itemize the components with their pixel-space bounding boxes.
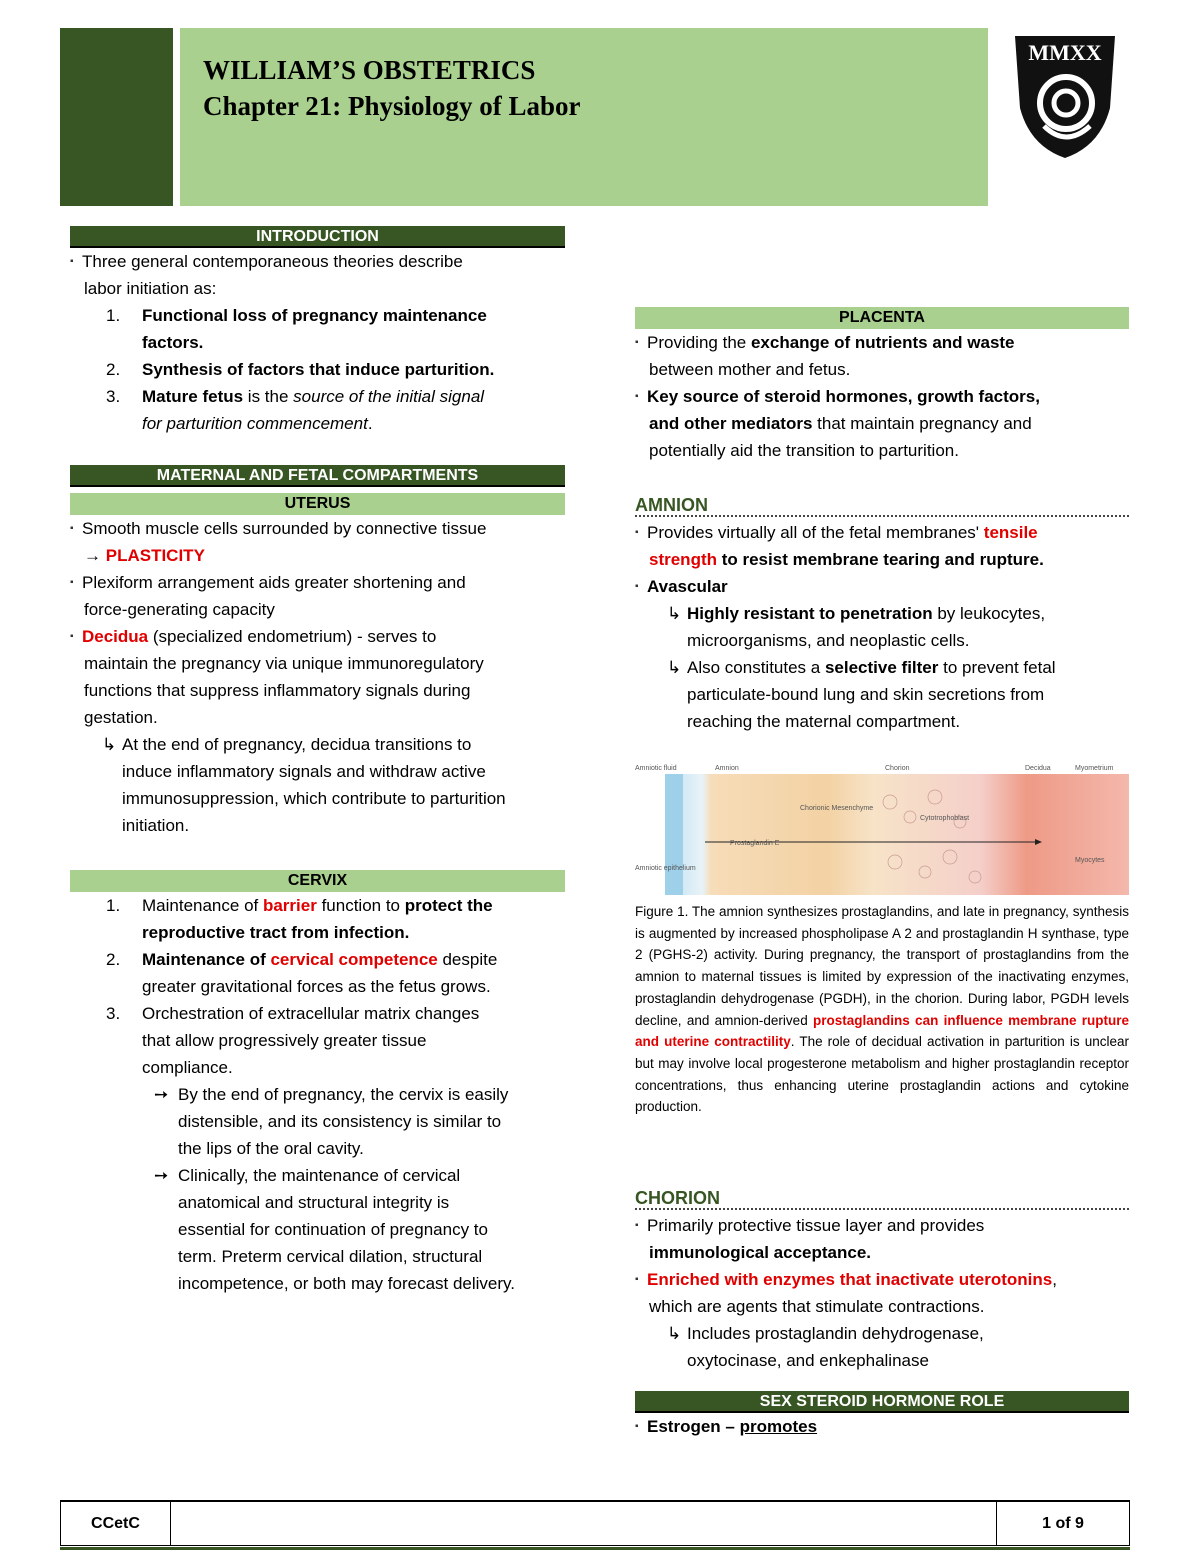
chorion-bullet-1: ▪ Primarily protective tissue layer and provides [635,1212,1129,1239]
cervix-sub-2-l3: essential for continuation of pregnancy to [178,1220,488,1239]
uterus-b3-line3: functions that suppress inflammatory signals during [84,681,471,700]
cervix-item-1-cont: reproductive tract from infection. [142,923,410,942]
uterus-bullet-2: ▪ Plexiform arrangement aids greater shortening and [70,569,565,596]
cervix-item-3-l2: that allow progressively greater tissue [142,1031,427,1050]
uterus-bullet-2-cont: force-generating capacity [84,600,275,619]
chorion-bullet-2: ▪ Enriched with enzymes that inactivate uterotonins, [635,1266,1129,1293]
label-myometrium: Myometrium [1075,765,1114,772]
uterus-sub-4: initiation. [122,816,190,835]
svg-text:MMXX: MMXX [1028,40,1102,65]
intro-item-3: 3. Mature fetus is the source of the initial signal [106,387,485,406]
header-dark-block [60,28,173,206]
label-cytotrophoblast: Cytotrophoblast [920,815,970,822]
cervix-item-3: 3. Orchestration of extracellular matrix changes [106,1004,480,1023]
amnion-heading: AMNION [635,492,1129,519]
cervix-sub-1: ➙ By the end of pregnancy, the cervix is easily [154,1085,509,1104]
cervix-item-3-l3: compliance. [142,1058,233,1077]
cervix-sub-1-l2: distensible, and its consistency is similar to [178,1112,502,1131]
introduction-heading: INTRODUCTION [70,226,565,248]
cervix-item-2: 2. Maintenance of cervical competence despite [106,950,498,969]
right-column-bottom [635,1185,1129,1440]
cervix-item-1: 1. Maintenance of barrier function to protect the [106,896,493,915]
placenta-heading: PLACENTA [635,307,1129,329]
label-amniotic-epithelium: Amniotic epithelium [635,865,696,872]
right-column-top [635,307,1129,735]
placenta-bullet-1: ▪ Providing the exchange of nutrients and waste [635,329,1129,356]
chorion-heading: CHORION [635,1185,1129,1212]
amnion-sub-1: ↳ Highly resistant to penetration by leukocytes, [667,604,1046,623]
label-amniotic-fluid: Amniotic fluid [635,765,677,772]
uterus-bullet-1: ▪ Smooth muscle cells surrounded by connective tissue [70,515,565,542]
label-chorion: Chorion [885,765,910,772]
amnion-bullet-1-cont: strength to resist membrane tearing and rupture. [649,550,1044,569]
amnion-bullet-2: ▪ Avascular [635,573,1129,600]
placenta-bullet-2-cont: and other mediators that maintain pregnancy and [649,414,1032,433]
placenta-bullet-2-l3: potentially aid the transition to parturition. [649,441,959,460]
placenta-bullet-2: ▪ Key source of steroid hormones, growth factors, [635,383,1129,410]
footer [60,1502,1130,1546]
amnion-sub-2-l3: reaching the maternal compartment. [687,712,961,731]
label-decidua: Decidua [1025,765,1051,772]
uterus-b3-line4: gestation. [84,708,158,727]
tissue-layers [665,774,1129,895]
uterus-bullet-3: ▪ Decidua (specialized endometrium) - serves to [70,623,565,650]
label-prostaglandin: Prostaglandin E [730,840,780,847]
uterus-sub-3: immunosuppression, which contribute to parturition [122,789,506,808]
label-myocytes: Myocytes [1075,857,1105,864]
placenta-bullet-1-cont: between mother and fetus. [649,360,851,379]
chorion-sub-1: ↳ Includes prostaglandin dehydrogenase, [667,1324,984,1343]
cervix-sub-2-l4: term. Preterm cervical dilation, structural [178,1247,483,1266]
intro-item-3-cont: for parturition commencement. [142,414,373,433]
cervix-sub-1-l3: the lips of the oral cavity. [178,1139,364,1158]
footer-accent-bar [60,1547,1130,1550]
cervix-sub-2-l2: anatomical and structural integrity is [178,1193,450,1212]
uterus-heading: UTERUS [70,493,565,515]
amnion-sub-2: ↳ Also constitutes a selective filter to prevent fetal [667,658,1056,677]
intro-item-1: 1. Functional loss of pregnancy maintenance [106,306,487,325]
cervix-heading: CERVIX [70,870,565,892]
cervix-sub-2: ➙ Clinically, the maintenance of cervical [154,1166,461,1185]
uterus-b3-line2: maintain the pregnancy via unique immunoregulatory [84,654,484,673]
amnion-sub-2-l2: particulate-bound lung and skin secretions from [687,685,1045,704]
intro-item-1-cont: factors. [142,333,204,352]
chorion-bullet-2-cont: which are agents that stimulate contractions. [649,1297,985,1316]
header-title [203,52,581,124]
amniotic-fluid-band [665,774,683,895]
chorion-bullet-1-cont: immunological acceptance. [649,1243,872,1262]
uterus-sub-1: ↳ At the end of pregnancy, decidua transitions to [102,735,472,754]
chapter-title: Chapter 21: Physiology of Labor [203,91,581,121]
left-column [70,226,565,1297]
page-number: 1 of 9 [996,1502,1129,1546]
book-title: WILLIAM’S OBSTETRICS [203,55,536,85]
membrane-figure [635,762,1129,895]
uterus-plasticity: → PLASTICITY [84,546,205,565]
intro-lead: ▪ Three general contemporaneous theories describe [70,248,565,275]
sex-steroid-heading: SEX STEROID HORMONE ROLE [635,1391,1129,1413]
figure-caption: Figure 1. The amnion synthesizes prostaglandins, and late in pregnancy, synthesis is augmented by increased phospholipase A 2 and prostaglandin H synthase, type 2 (PGHS-2) activity. During pregnancy, the transport of prostaglandins from the amnion to maternal tissues is limited by expression of the inactivating enzymes, prostaglandin dehydrogenase (PGDH), in the chorion. During labor, PGDH levels decline, and amnion-derived prostaglandins can influence membrane rupture and uterine contractility. The role of decidual activation in parturition is unclear but may involve local progesterone metabolism and higher prostaglandin receptor concentrations, thus enhancing uterine prostaglandin actions and cytokine production. [635,904,1129,1115]
uterus-sub-2: induce inflammatory signals and withdraw active [122,762,486,781]
cervix-item-2-cont: greater gravitational forces as the fetus grows. [142,977,491,996]
label-amnion: Amnion [715,765,739,772]
intro-item-2: 2. Synthesis of factors that induce parturition. [106,360,495,379]
shield-logo-icon [1010,28,1120,163]
amnion-sub-1-cont: microorganisms, and neoplastic cells. [687,631,970,650]
maternal-fetal-heading: MATERNAL AND FETAL COMPARTMENTS [70,465,565,487]
chorion-sub-1-cont: oxytocinase, and enkephalinase [687,1351,929,1370]
footer-org: CCetC [61,1502,171,1546]
label-chorionic-mesenchyme: Chorionic Mesenchyme [800,805,874,812]
cervix-sub-2-l5: incompetence, or both may forecast delivery. [178,1274,516,1293]
intro-lead-2: labor initiation as: [84,279,217,298]
estrogen-bullet: ▪ Estrogen – promotes [635,1413,1129,1440]
amnion-bullet-1: ▪ Provides virtually all of the fetal membranes' tensile [635,519,1129,546]
